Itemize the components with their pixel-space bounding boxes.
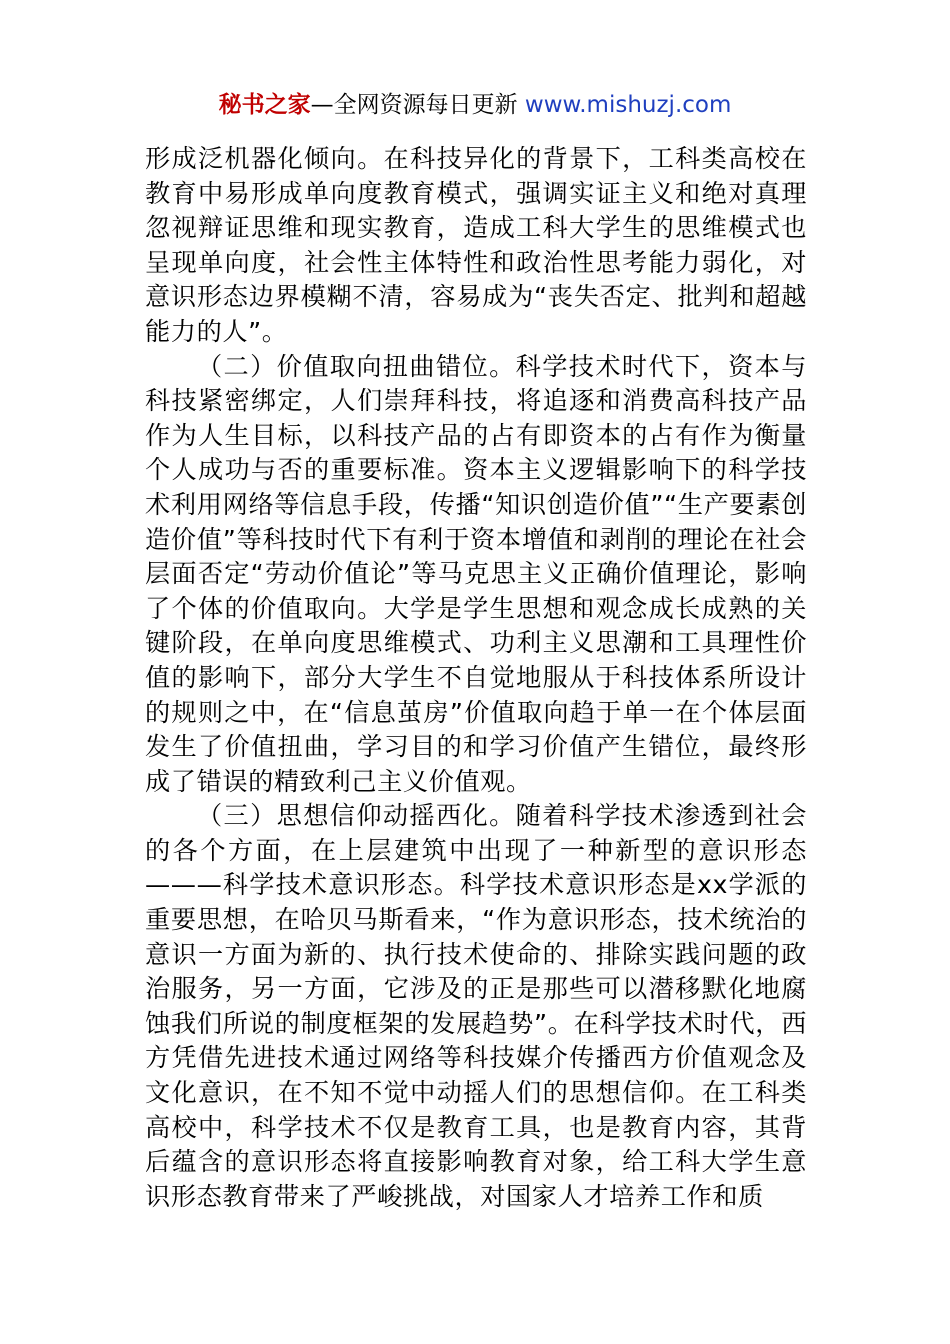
paragraph-value-orientation: （二）价值取向扭曲错位。科学技术时代下，资本与科技紧密绑定，人们崇拜科技，将追逐和消费高科技产品作为人生目标，以科技产品的占有即资本的占有作为衡量个人成功与否的重要标准。资本主义逻辑影响下的科学技术利用网络等信息手段，传播“知识创造价值”“生产要素创造价值”等科技时代下有利于资本增值和剥削的理论在社会层面否定“劳动价值论”等马克思主义正确价值理论，影响了个体的价值取向。大学是学生思想和观念成长成熟的关键阶段，在单向度思维模式、功利主义思潮和工具理性价值的影响下，部分大学生不自觉地服从于科技体系所设计的规则之中，在“信息茧房”价值取向趋于单一在个体层面发生了价值扭曲，学习目的和学习价值产生错位，最终形成了错误的精致利己主义价值观。 (145, 351, 807, 796)
site-url-link[interactable]: www.mishuzj.com (524, 92, 732, 118)
paragraph-continuation: 形成泛机器化倾向。在科技异化的背景下，工科类高校在教育中易形成单向度教育模式，强调实证主义和绝对真理忽视辩证思维和现实教育，造成工科大学生的思维模式也呈现单向度，社会性主体特性和政治性思考能力弱化，对意识形态边界模糊不清，容易成为“丧失否定、批判和超越能力的人”。 (145, 144, 807, 346)
page-header (0, 88, 950, 122)
document-body (145, 142, 807, 1214)
paragraph-ideological-belief: （三）思想信仰动摇西化。随着科学技术渗透到社会的各个方面，在上层建筑中出现了一种新型的意识形态———科学技术意识形态。科学技术意识形态是xx学派的重要思想，在哈贝马斯看来，“作为意识形态，技术统治的意识一方面为新的、执行技术使命的、排除实践问题的政治服务，另一方面，它涉及的正是那些可以潜移默化地腐蚀我们所说的制度框架的发展趋势”。在科学技术时代，西方凭借先进技术通过网络等科技媒介传播西方价值观念及文化意识，在不知不觉中动摇人们的思想信仰。在工科类高校中，科学技术不仅是教育工具，也是教育内容，其背后蕴含的意识形态将直接影响教育对象，给工科大学生意识形态教育带来了严峻挑战，对国家人才培养工作和质 (145, 801, 807, 1211)
brand-name: 秘书之家 (218, 92, 311, 118)
header-tagline: —全网资源每日更新 (310, 92, 525, 118)
